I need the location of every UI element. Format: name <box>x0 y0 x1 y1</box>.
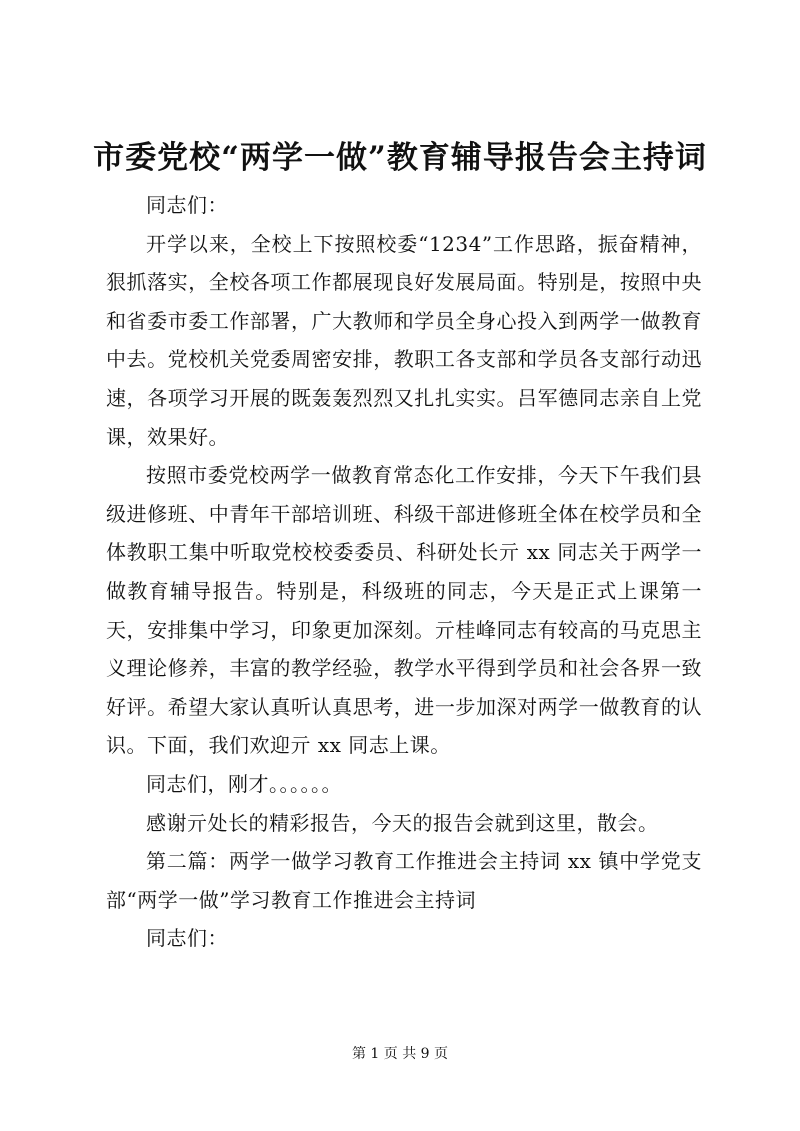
paragraph-salutation: 同志们： <box>146 193 228 217</box>
paragraph-closing: 感谢亓处长的精彩报告，今天的报告会就到这里，散会。 <box>146 810 659 835</box>
paragraph-second-article-heading: 第二篇：两学一做学习教育工作推进会主持词 xx 镇中学党支部“两学一做”学习教育工作推进会主持词 <box>106 849 702 912</box>
paragraph-transition: 同志们，刚才。。。。。。 <box>146 771 342 796</box>
document-body <box>106 186 702 958</box>
page-number-footer: 第 1 页 共 9 页 <box>351 1046 449 1062</box>
paragraph-arrangement: 按照市委党校两学一做教育常态化工作安排，今天下午我们县级进修班、中青年干部培训班、科级干部进修班全体在校学员和全体教职工集中听取党校校委委员、科研处长亓 xx 同志关于两学一做教育辅导报告。特别是，科级班的同志，今天是正式上课第一天，安排集中学习，印象更加深刻。亓桂峰同志有较高的马克思主义理论修养，丰富的教学经验，教学水平得到学员和社会各界一致好评。希望大家认真听认真思考，进一步加深对两学一做教育的认识。下面，我们欢迎亓 xx 同志上课。 <box>106 463 702 758</box>
document-title: 市委党校“两学一做”教育辅导报告会主持词 <box>93 140 707 176</box>
paragraph-second-salutation: 同志们： <box>146 926 228 951</box>
paragraph-opening: 开学以来，全校上下按照校委“1234”工作思路，振奋精神，狠抓落实，全校各项工作都展现良好发展局面。特别是，按照中央和省委市委工作部署，广大教师和学员全身心投入到两学一做教育中去。党校机关党委周密安排，教职工各支部和学员各支部行动迅速，各项学习开展的既轰轰烈烈又扎扎实实。吕军德同志亲自上党课，效果好。 <box>106 231 702 449</box>
